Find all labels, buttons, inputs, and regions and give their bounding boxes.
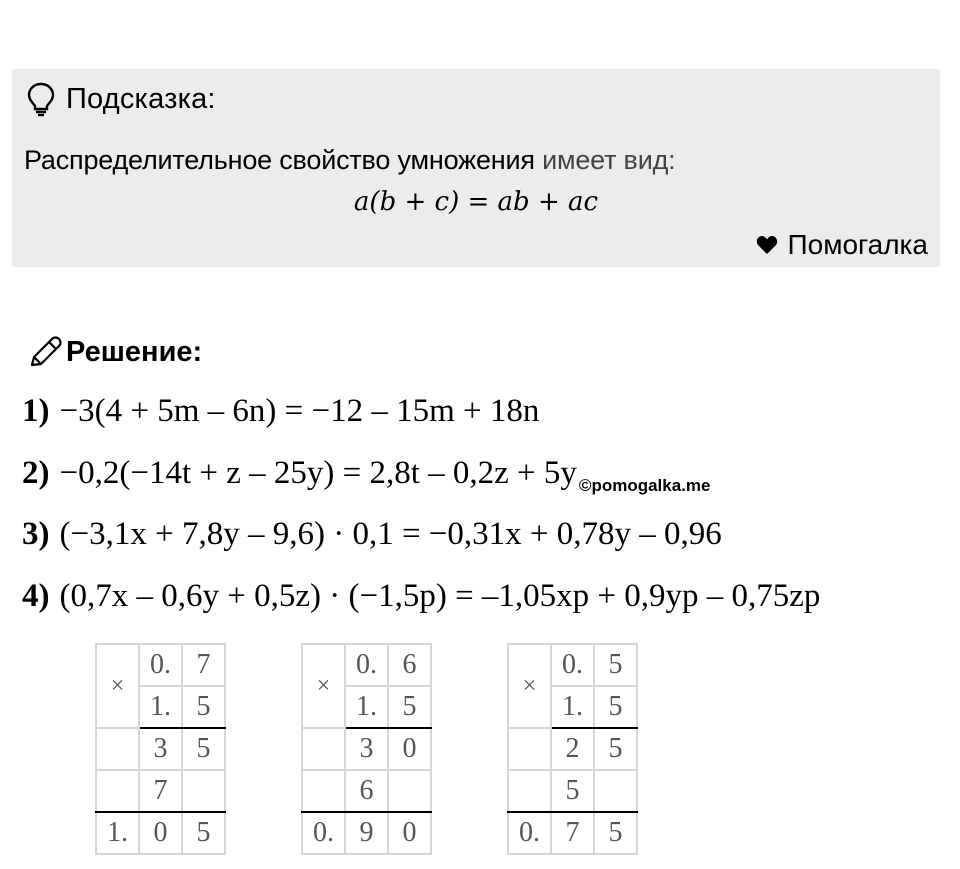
solution-line-3 (22, 516, 722, 553)
table-cell: 0. (508, 812, 551, 854)
table-cell (508, 770, 551, 812)
table-cell: 1. (551, 686, 594, 728)
hint-text-light: имеет вид: (542, 145, 676, 175)
table-cell: 7 (182, 644, 225, 686)
table-cell: 5 (551, 770, 594, 812)
line-number: 4) (22, 578, 50, 614)
hint-box (12, 69, 940, 267)
table-cell: 1. (139, 686, 182, 728)
hint-text (24, 145, 675, 176)
table-cell: 7 (139, 770, 182, 812)
solution-title: Решение: (66, 335, 203, 368)
table-cell: 6 (345, 770, 388, 812)
table-cell (508, 728, 551, 770)
table-cell: 5 (182, 812, 225, 854)
credit (756, 229, 928, 261)
table-cell: 5 (594, 812, 637, 854)
table-cell (594, 770, 637, 812)
table-cell: 7 (551, 812, 594, 854)
table-cell: 5 (182, 686, 225, 728)
table-cell: 3 (345, 728, 388, 770)
multiply-sign: × (508, 644, 551, 728)
table-cell: 0. (551, 644, 594, 686)
table-cell (302, 728, 345, 770)
table-cell: 5 (388, 686, 431, 728)
hint-formula: a(b + c) = ab + ac (353, 187, 599, 217)
line-expression: (−3,1x + 7,8y – 9,6) · 0,1 = −0,31x + 0,78y – 0,96 (59, 516, 722, 552)
table-cell: 0. (345, 644, 388, 686)
table-cell (96, 728, 139, 770)
multiply-sign: × (96, 644, 139, 728)
line-number: 1) (22, 393, 50, 429)
line-number: 3) (22, 516, 50, 552)
table-cell: 0. (139, 644, 182, 686)
lightbulb-icon (26, 81, 56, 117)
table-cell: 9 (345, 812, 388, 854)
credit-label: Помогалка (787, 229, 928, 260)
solution-header (28, 335, 202, 369)
table-cell: 0. (302, 812, 345, 854)
table-cell: 3 (139, 728, 182, 770)
table-cell (388, 770, 431, 812)
line-number: 2) (22, 455, 50, 491)
multiplication-table-3 (507, 643, 638, 855)
line-expression: −0,2(−14t + z – 25y) = 2,8t – 0,2z + 5y (59, 455, 577, 491)
table-cell: 0 (139, 812, 182, 854)
multiplication-table-1 (95, 643, 226, 855)
table-cell (96, 770, 139, 812)
solution-line-4 (22, 578, 820, 615)
hint-title: Подсказка: (66, 82, 216, 115)
hint-header (26, 81, 216, 117)
solution-line-1 (22, 393, 539, 430)
table-cell: 5 (594, 728, 637, 770)
solution-line-2 (22, 455, 711, 495)
table-cell: 1. (96, 812, 139, 854)
pencil-icon (28, 335, 62, 369)
table-cell: 5 (594, 686, 637, 728)
table-cell: 0 (388, 728, 431, 770)
table-cell: 5 (182, 728, 225, 770)
line-expression: (0,7x – 0,6y + 0,5z) · (−1,5p) = –1,05xp + 0,9yp – 0,75zp (59, 578, 821, 614)
table-cell: 0 (388, 812, 431, 854)
table-cell (182, 770, 225, 812)
heart-icon (756, 235, 778, 255)
multiplication-table-2 (301, 643, 432, 855)
watermark: ©pomogalka.me (578, 476, 711, 495)
table-cell: 2 (551, 728, 594, 770)
table-cell: 1. (345, 686, 388, 728)
table-cell (302, 770, 345, 812)
table-cell: 6 (388, 644, 431, 686)
multiply-sign: × (302, 644, 345, 728)
table-cell: 5 (594, 644, 637, 686)
line-expression: −3(4 + 5m – 6n) = −12 – 15m + 18n (59, 393, 540, 429)
hint-text-strong: Распределительное свойство умножения (24, 145, 535, 175)
